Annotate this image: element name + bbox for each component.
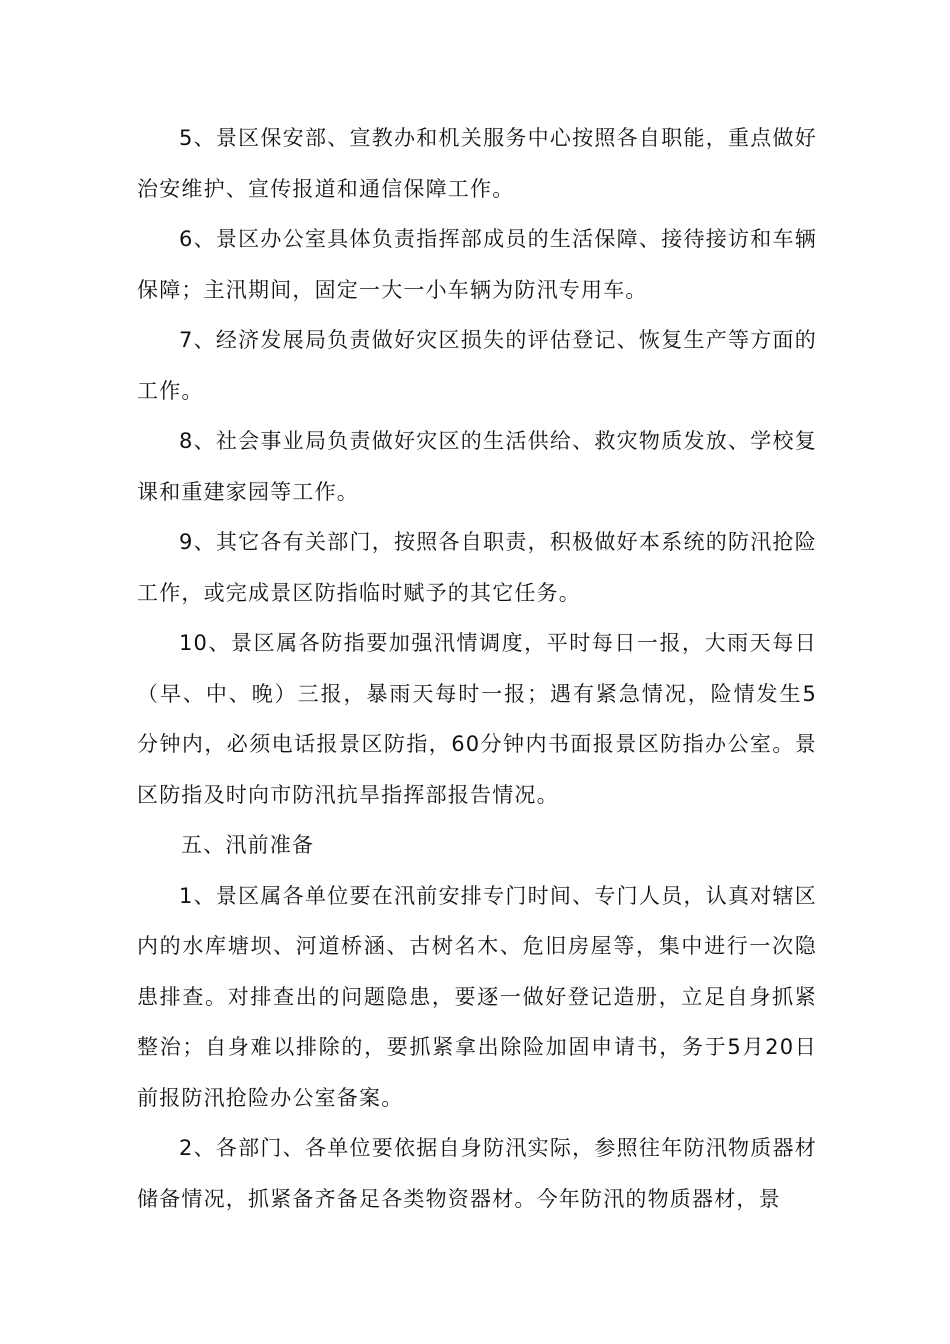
paragraph-item-6: 6、景区办公室具体负责指挥部成员的生活保障、接待接访和车辆保障；主汛期间，固定一大一小车辆为防汛专用车。 xyxy=(137,227,817,302)
paragraph-item-7: 7、经济发展局负责做好灾区损失的评估登记、恢复生产等方面的工作。 xyxy=(137,328,817,403)
paragraph-item-10: 10、景区属各防指要加强汛情调度，平时每日一报，大雨天每日（早、中、晚）三报，暴雨天每时一报；遇有紧急情况，险情发生5分钟内，必须电话报景区防指，60分钟内书面报景区防指办公室。景区防指及时向市防汛抗旱指挥部报告情况。 xyxy=(137,631,817,807)
paragraph-prep-1: 1、景区属各单位要在汛前安排专门时间、专门人员，认真对辖区内的水库塘坝、河道桥涵、古树名木、危旧房屋等，集中进行一次隐患排查。对排查出的问题隐患，要逐一做好登记造册，立足自身抓紧整治；自身难以排除的，要抓紧拿出除险加固申请书，务于5月20日前报防汛抢险办公室备案。 xyxy=(137,883,817,1110)
document-body xyxy=(137,113,817,1224)
paragraph-prep-2: 2、各部门、各单位要依据自身防汛实际，参照往年防汛物质器材储备情况，抓紧备齐备足各类物资器材。今年防汛的物质器材，景 xyxy=(137,1136,817,1211)
section-heading: 五、汛前准备 xyxy=(181,833,315,857)
paragraph-item-8: 8、社会事业局负责做好灾区的生活供给、救灾物质发放、学校复课和重建家园等工作。 xyxy=(137,429,817,504)
paragraph-item-5: 5、景区保安部、宣教办和机关服务中心按照各自职能，重点做好治安维护、宣传报道和通信保障工作。 xyxy=(137,126,817,201)
paragraph-item-9: 9、其它各有关部门，按照各自职责，积极做好本系统的防汛抢险工作，或完成景区防指临时赋予的其它任务。 xyxy=(137,530,817,605)
